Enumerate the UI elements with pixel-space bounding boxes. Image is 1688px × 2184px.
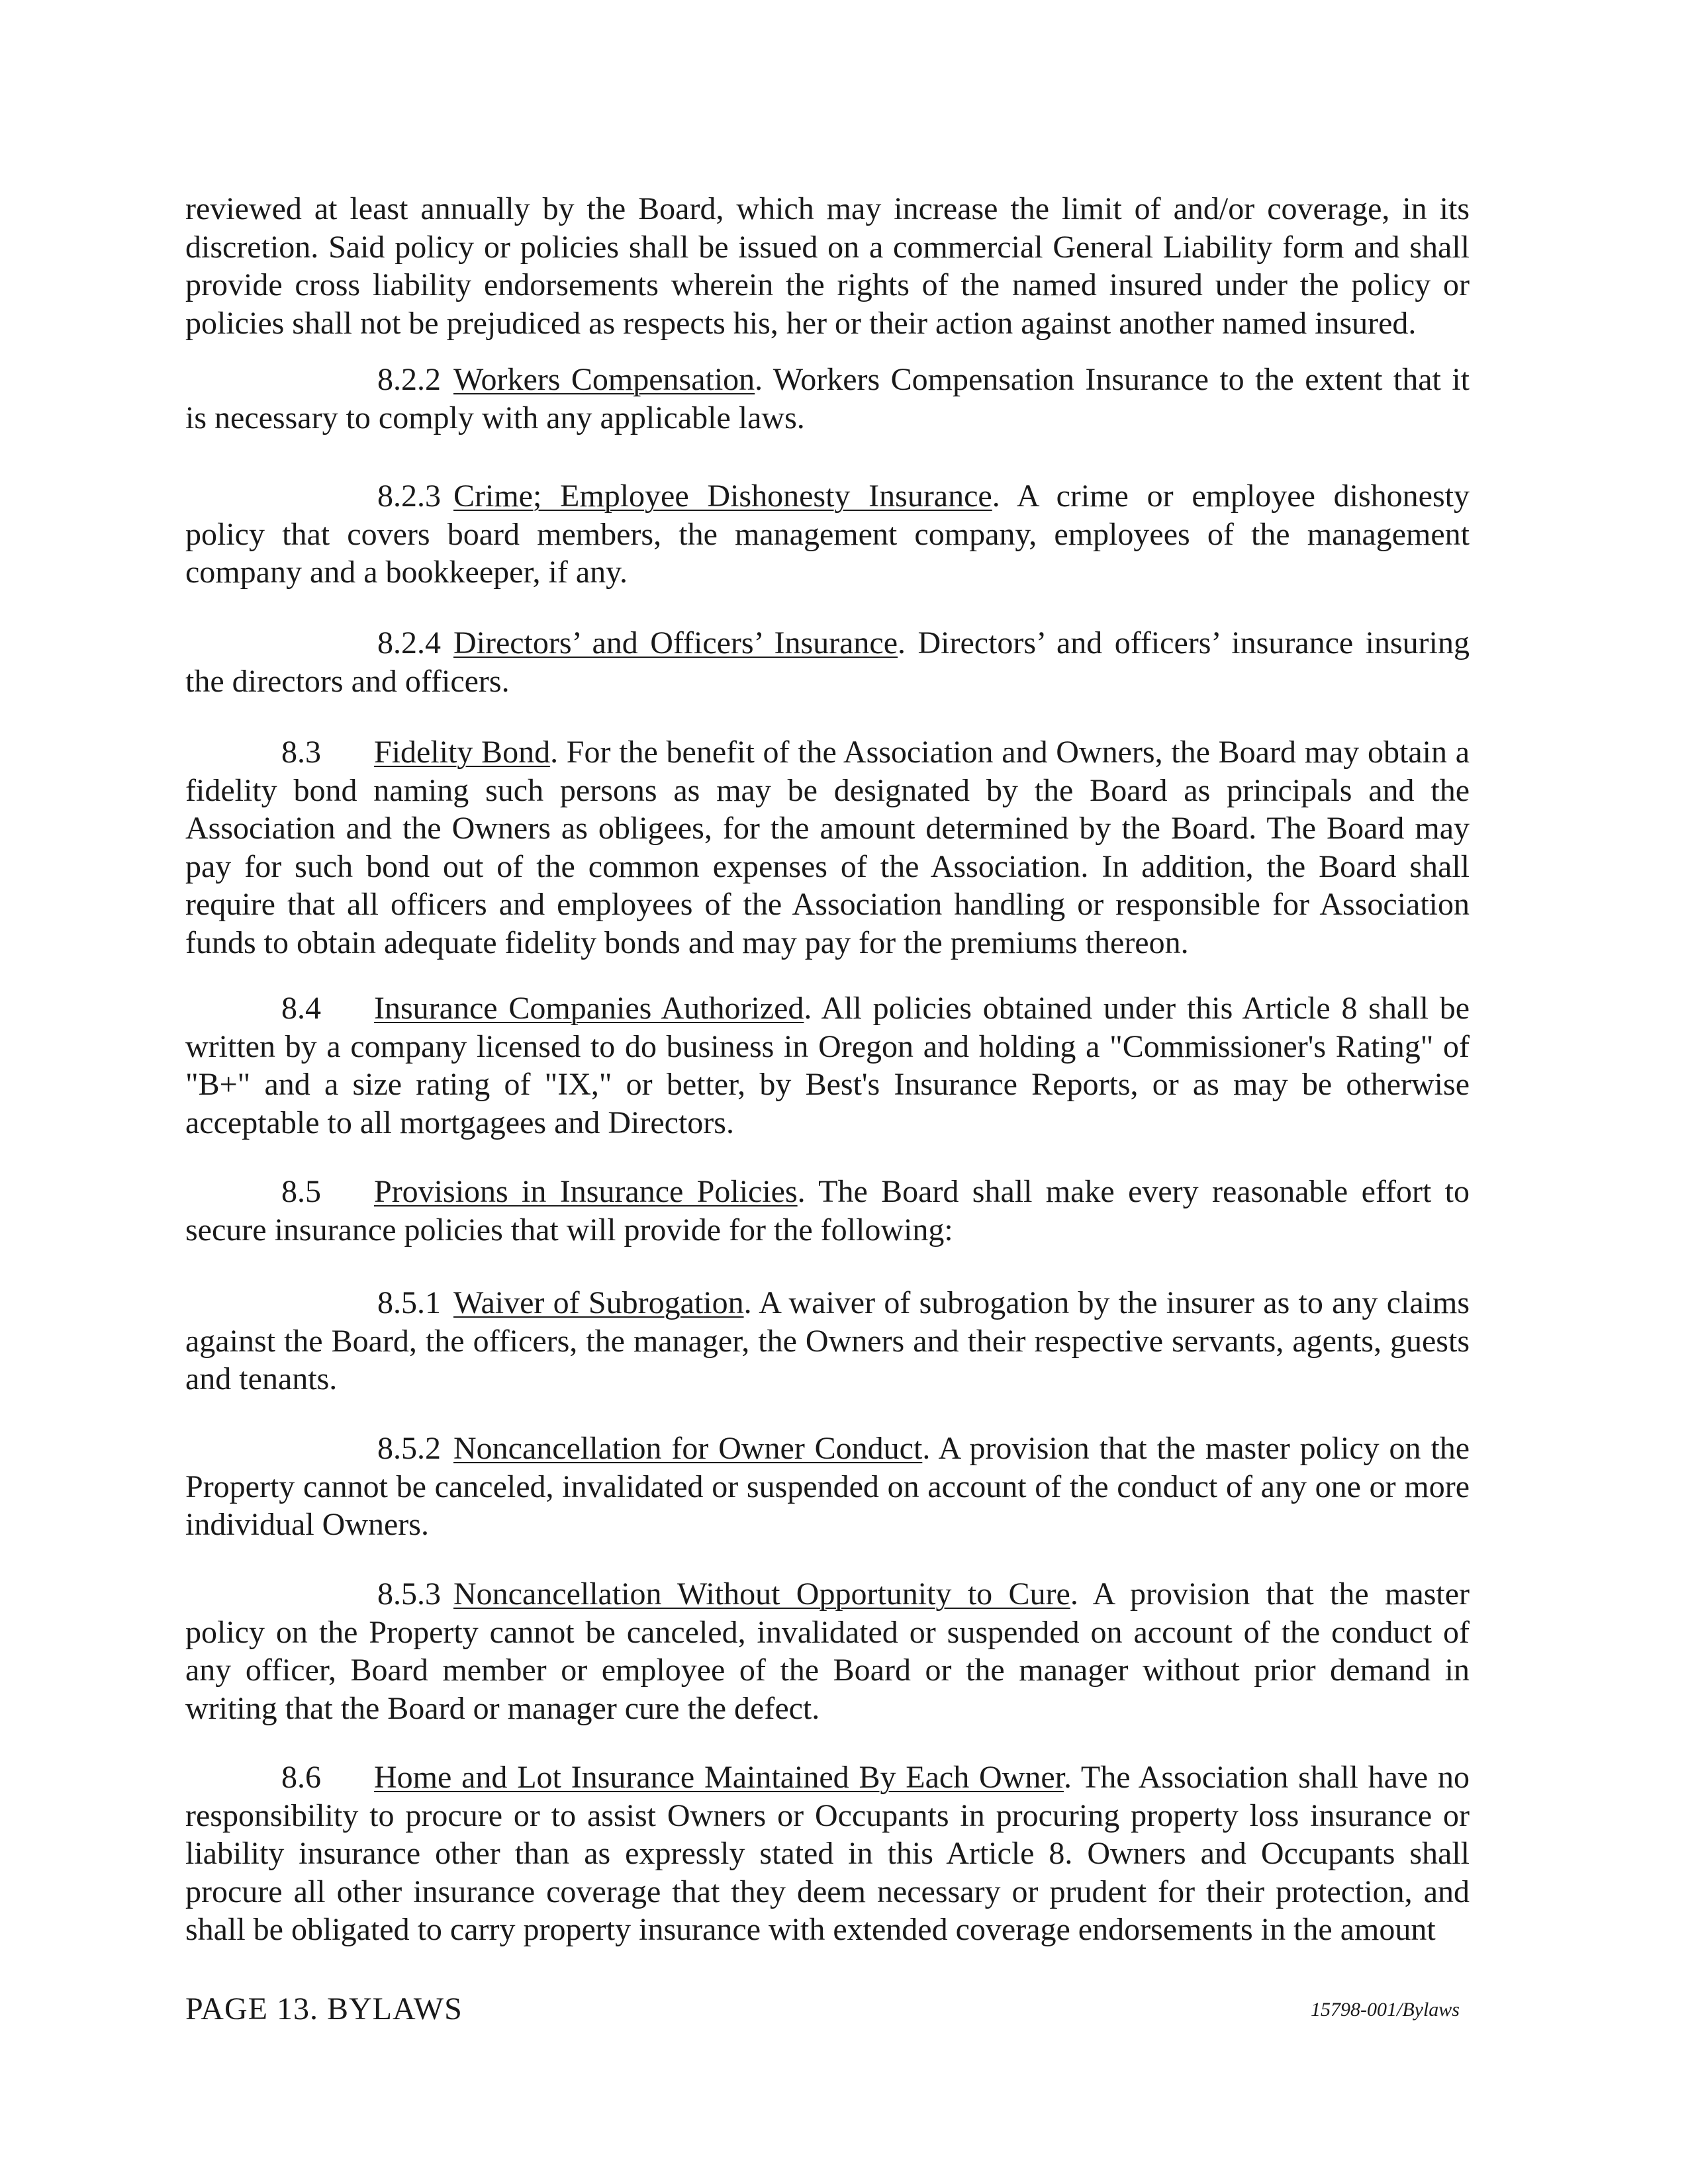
section-number: 8.5 <box>281 1174 321 1209</box>
paragraph-8-5-3 <box>185 1575 1470 1727</box>
section-heading: Waiver of Subrogation <box>453 1285 744 1320</box>
paragraph-8-5-2 <box>185 1430 1470 1544</box>
section-number: 8.3 <box>281 735 321 770</box>
paragraph-text: . A provision that the master policy on the Property cannot be canceled, invalidated or suspended on account of the conduct of any one or more individual Owners. <box>185 1431 1470 1542</box>
paragraph-text: . The Association shall have no responsibility to procure or to assist Owners or Occupants in procuring property loss insurance or liability insurance other than as expressly stated in this Article 8. Owners and Occupants shall procure all other insurance coverage that they deem necessary or prudent for their protection, and shall be obligated to carry property insurance with extended coverage endorsements in the amount <box>185 1760 1470 1947</box>
footer-doc-ref: 15798-001/Bylaws <box>1311 1999 1460 2021</box>
paragraph-8-4 <box>185 989 1470 1142</box>
section-heading: Workers Compensation <box>453 362 755 397</box>
section-heading: Crime; Employee Dishonesty Insurance <box>453 478 992 514</box>
section-heading: Noncancellation for Owner Conduct <box>453 1431 923 1466</box>
paragraph-8-2-4 <box>185 624 1470 700</box>
paragraph-8-5 <box>185 1173 1470 1249</box>
paragraph-8-2-3 <box>185 477 1470 592</box>
section-number: 8.2.2 <box>377 362 441 397</box>
section-heading: Provisions in Insurance Policies <box>374 1174 798 1209</box>
section-heading: Insurance Companies Authorized <box>374 991 804 1026</box>
paragraph-text: . Directors’ and officers’ insurance insuring the directors and officers. <box>185 625 1470 699</box>
section-number: 8.5.3 <box>377 1576 441 1612</box>
paragraph-text: . A waiver of subrogation by the insurer as to any claims against the Board, the officers, the manager, the Owners and their respective servants, agents, guests and tenants. <box>185 1285 1470 1396</box>
section-heading: Home and Lot Insurance Maintained By Each Owner <box>374 1760 1064 1795</box>
section-heading: Directors’ and Officers’ Insurance <box>453 625 898 660</box>
paragraph-8-6 <box>185 1758 1470 1949</box>
paragraph-text: . For the benefit of the Association and Owners, the Board may obtain a fidelity bond naming such persons as may be designated by the Board as principals and the Association and the Owners as obligees, for the amount determined by the Board. The Board may pay for such bond out of the common expenses of the Association. In addition, the Board shall require that all officers and employees of the Association handling or responsible for Association funds to obtain adequate fidelity bonds and may pay for the premiums thereon. <box>185 735 1470 960</box>
paragraph-8-2-1-continued <box>185 190 1470 342</box>
paragraph-text: . Workers Compensation Insurance to the extent that it is necessary to comply with any applicable laws. <box>185 362 1470 435</box>
section-heading: Noncancellation Without Opportunity to Cure <box>453 1576 1070 1612</box>
section-number: 8.6 <box>281 1760 321 1795</box>
paragraph-8-5-1 <box>185 1284 1470 1398</box>
paragraph-8-2-2 <box>185 361 1470 437</box>
section-number: 8.5.1 <box>377 1285 441 1320</box>
paragraph-text: . A provision that the master policy on the Property cannot be canceled, invalidated or suspended on account of the conduct of any officer, Board member or employee of the Board or the manager without prior demand in writing that the Board or manager cure the defect. <box>185 1576 1470 1726</box>
paragraph-8-3 <box>185 733 1470 962</box>
paragraph-text: . All policies obtained under this Article 8 shall be written by a company licensed to do business in Oregon and holding a "Commissioner's Rating" of "B+" and a size rating of "IX," or better, by Best's Insurance Reports, or as may be otherwise acceptable to all mortgagees and Directors. <box>185 991 1470 1140</box>
section-number: 8.2.3 <box>377 478 441 514</box>
section-number: 8.5.2 <box>377 1431 441 1466</box>
section-heading: Fidelity Bond <box>374 735 551 770</box>
paragraph-text: . A crime or employee dishonesty policy that covers board members, the management company, employees of the management company and a bookkeeper, if any. <box>185 478 1470 590</box>
section-number: 8.2.4 <box>377 625 441 660</box>
paragraph-text: reviewed at least annually by the Board, which may increase the limit of and/or coverage, in its discretion. Said policy or policies shall be issued on a commercial General Liability form and shall provide cross liability endorsements wherein the rights of the named insured under the policy or policies shall not be prejudiced as respects his, her or their action against another named insured. <box>185 191 1470 341</box>
paragraph-text: . The Board shall make every reasonable effort to secure insurance policies that will provide for the following: <box>185 1174 1470 1248</box>
section-number: 8.4 <box>281 991 321 1026</box>
footer-page-label: PAGE 13. BYLAWS <box>185 1991 463 2026</box>
